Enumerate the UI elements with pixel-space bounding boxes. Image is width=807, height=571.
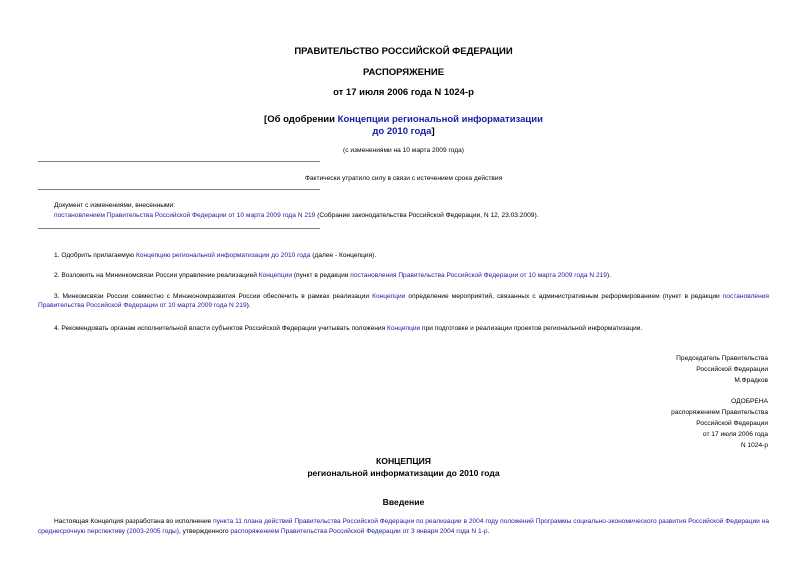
intro-text-mid: , утвержденного xyxy=(179,528,231,535)
point-4 xyxy=(38,324,769,333)
point-4-text-end: при подготовке и реализации проектов региональной информатизации. xyxy=(420,325,643,332)
concept-subtitle: региональной информатизации до 2010 года xyxy=(307,468,500,478)
approval-title: ОДОБРЕНА xyxy=(731,398,768,405)
concept-title: КОНЦЕПЦИЯ xyxy=(376,456,431,466)
title-bracket-open: [Об одобрении xyxy=(264,114,338,125)
point-1-text: 1. Одобрить прилагаемую xyxy=(54,252,136,259)
approval-line: Российской Федерации xyxy=(696,420,768,427)
point-2 xyxy=(38,271,769,280)
point-1-text-end: (далее - Концепция). xyxy=(310,252,377,259)
changes-intro: Документ с изменениями, внесенными: xyxy=(54,202,176,209)
divider xyxy=(38,228,320,229)
point-1 xyxy=(38,251,769,260)
signature-position: Председатель Правительства xyxy=(676,355,768,362)
changes-link[interactable]: постановлением Правительства Российской Федерации от 10 марта 2009 года N 219 xyxy=(54,212,316,219)
intro-text: Настоящая Концепция разработана во исполнение xyxy=(54,518,214,525)
approval-block xyxy=(671,396,768,451)
changes-source: (Собрание законодательства Российской Федерации, N 12, 23.03.2009). xyxy=(315,212,539,219)
status-note: Фактически утратило силу в связи с истечением срока действия xyxy=(304,175,503,182)
point-2-decree-link[interactable]: постановления Правительства Российской Федерации от 10 марта 2009 года N 219 xyxy=(350,272,607,279)
point-4-text: 4. Рекомендовать органам исполнительной власти субъектов Российской Федерации учитывать положения xyxy=(54,325,387,332)
doc-date-number: от 17 июля 2006 года N 1024-р xyxy=(333,87,474,98)
approval-line: распоряжением Правительства xyxy=(671,409,768,416)
point-3-text-end: ). xyxy=(246,302,251,309)
doc-title xyxy=(0,114,807,138)
point-2-text: 2. Возложить на Мининкомсвязи России управление реализацией xyxy=(54,272,259,279)
concept-title-link-2[interactable]: до 2010 года xyxy=(372,126,432,137)
changes-block xyxy=(54,201,538,221)
approval-line: N 1024-р xyxy=(740,442,768,449)
concept-heading xyxy=(0,455,807,479)
approval-line: от 17 июля 2006 года xyxy=(702,431,768,438)
point-2-text-end: ). xyxy=(606,272,611,279)
point-3-concept-link[interactable]: Концепции xyxy=(372,293,406,300)
concept-title-link-1[interactable]: Концепции региональной информатизации xyxy=(337,114,543,125)
doc-type-heading: РАСПОРЯЖЕНИЕ xyxy=(362,67,445,78)
point-2-concept-link[interactable]: Концепции xyxy=(258,272,293,279)
intro-plan-link[interactable]: пункта 11 плана действий Правительства Российской Федерации по реализации в 2004 году положений Программы социально-экономического развития Российской Федерации на среднесрочную перспективу (2003-2005 годы) xyxy=(38,518,769,535)
point-3-decree-link[interactable]: постановления Правительства Российской Федерации от 10 марта 2009 года N 219 xyxy=(38,293,769,309)
signature-block xyxy=(676,353,768,386)
amendments-note: (с изменениями на 10 марта 2009 года) xyxy=(343,147,464,154)
point-3-text-mid: определение мероприятий, связанных с административным реформированием (пункт в редакции xyxy=(405,293,723,300)
point-3-text: 3. Минкомсвязи России совместно с Минэкономразвития России обеспечить в рамках реализации xyxy=(54,293,373,300)
point-1-link[interactable]: Концепцию региональной информатизации до 2010 года xyxy=(135,252,311,259)
point-2-text-mid: (пункт в редакции xyxy=(292,272,351,279)
signature-name: М.Фрадков xyxy=(734,377,768,384)
point-4-concept-link[interactable]: Концепции xyxy=(386,325,421,332)
point-3 xyxy=(38,292,769,310)
intro-paragraph xyxy=(38,517,769,537)
divider xyxy=(38,161,320,162)
intro-decree-link[interactable]: распоряжением Правительства Российской Федерации от 3 января 2004 года N 1-р xyxy=(230,528,488,535)
divider xyxy=(38,189,320,190)
signature-country: Российской Федерации xyxy=(696,366,768,373)
government-heading: ПРАВИТЕЛЬСТВО РОССИЙСКОЙ ФЕДЕРАЦИИ xyxy=(294,46,513,57)
intro-text-end: . xyxy=(487,528,490,535)
intro-heading: Введение xyxy=(382,497,425,507)
title-bracket-close: ] xyxy=(431,126,435,137)
